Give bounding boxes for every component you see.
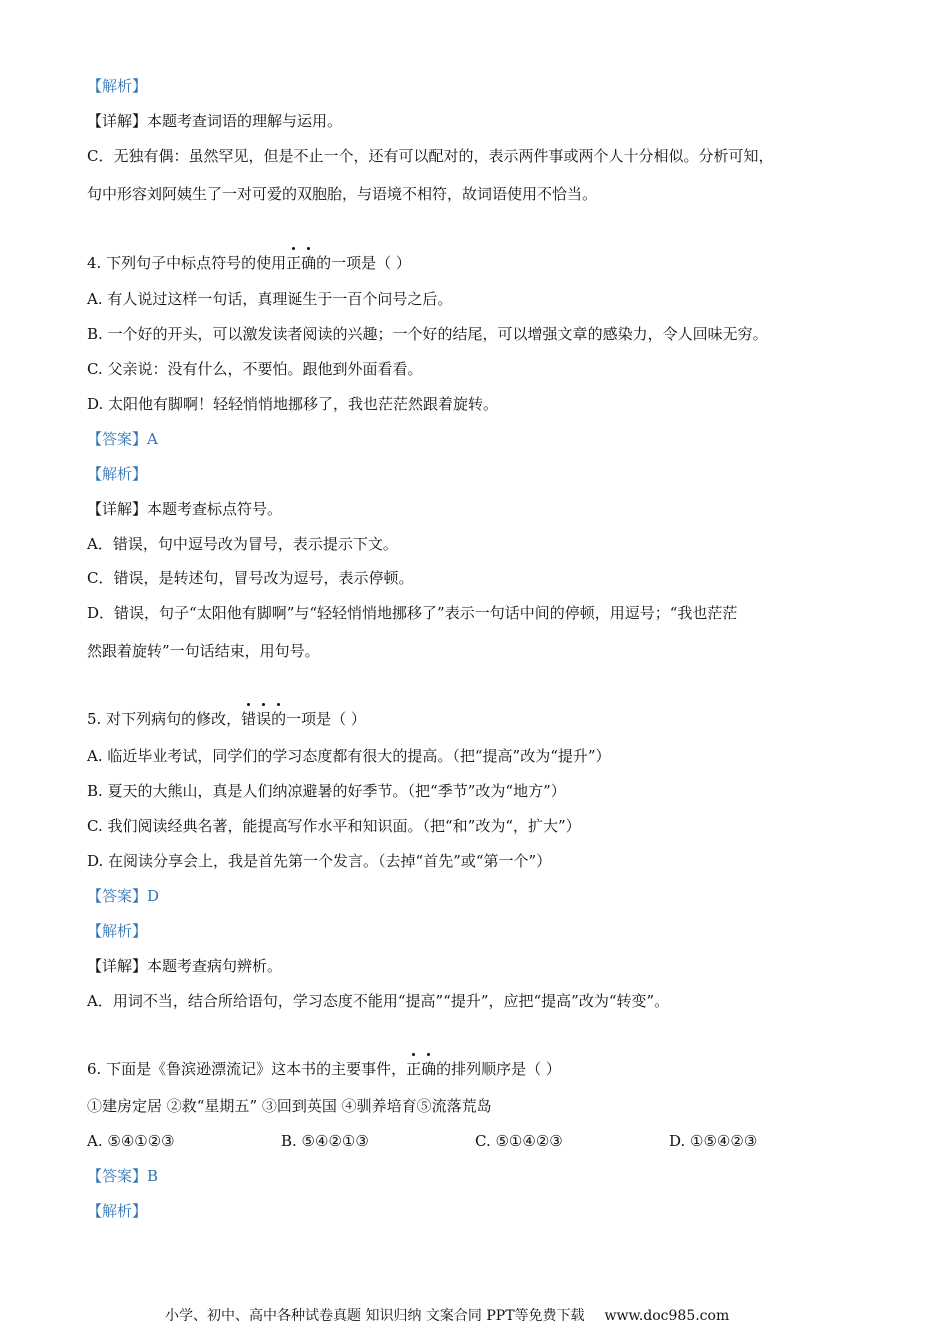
- stem-text: 一项是（ ）: [286, 710, 366, 728]
- option-b: B. 夏天的大熊山，真是人们纳凉避暑的好季节。（把“季节”改为“地方”）: [87, 782, 566, 800]
- option-c: C. 父亲说：没有什么，不要怕。跟他到外面看看。: [87, 360, 423, 378]
- answer-label: 【答案】B: [87, 1167, 159, 1185]
- stem-text: 的排列顺序是（ ）: [436, 1060, 561, 1078]
- emphasis-char: 误: [256, 710, 272, 728]
- explanation-line: A．用词不当，结合所给语句，学习态度不能用“提高”“提升”，应把“提高”改为“转变”。: [87, 992, 670, 1010]
- question-5-stem: [87, 709, 366, 729]
- analysis-label: 【解析】: [87, 922, 148, 940]
- emphasis-char: 正: [286, 254, 302, 272]
- emphasis-char: 确: [421, 1060, 437, 1078]
- option-a: A. 临近毕业考试，同学们的学习态度都有很大的提高。（把“提高”改为“提升”）: [87, 747, 611, 765]
- option-c: C. 我们阅读经典名著，能提高写作水平和知识面。（把“和”改为“，扩大”）: [87, 817, 581, 835]
- option-d: D. ①⑤④②③: [669, 1132, 758, 1150]
- explanation-line: C．无独有偶：虽然罕见，但是不止一个，还有可以配对的，表示两件事或两个人十分相似。分析可知，: [87, 147, 774, 165]
- detail-line: 【详解】本题考查标点符号。: [87, 500, 283, 518]
- analysis-label: 【解析】: [87, 1202, 148, 1220]
- emphasis-char: 错: [241, 710, 257, 728]
- emphasis-char: 正: [406, 1060, 422, 1078]
- stem-text: 5. 对下列病句的修改，: [87, 710, 242, 728]
- option-c: C. ⑤①④②③: [475, 1132, 563, 1150]
- explanation-line: 句中形容刘阿姨生了一对可爱的双胞胎，与语境不相符，故词语使用不恰当。: [87, 185, 598, 203]
- page-footer: [165, 1306, 729, 1326]
- answer-label: 【答案】D: [87, 887, 160, 905]
- question-6-stem: [87, 1059, 561, 1079]
- option-b: B. ⑤④②①③: [281, 1132, 369, 1150]
- question-4-stem: [87, 253, 411, 273]
- explanation-line: C．错误，是转述句，冒号改为逗号，表示停顿。: [87, 569, 414, 587]
- footer-text: 小学、初中、高中各种试卷真题 知识归纳 文案合同 PPT等免费下载: [165, 1308, 585, 1324]
- analysis-label: 【解析】: [87, 77, 148, 95]
- footer-link[interactable]: www.doc985.com: [604, 1308, 730, 1324]
- emphasis-char: 的: [271, 710, 287, 728]
- stem-text: 的一项是（ ）: [316, 254, 411, 272]
- option-d: D. 在阅读分享会上，我是首先第一个发言。（去掉“首先”或“第一个”）: [87, 852, 552, 870]
- emphasis-char: 确: [301, 254, 317, 272]
- event-list: ①建房定居 ②救“星期五” ③回到英国 ④驯养培育⑤流落荒岛: [87, 1097, 492, 1115]
- explanation-line: 然跟着旋转”一句话结束，用句号。: [87, 642, 320, 660]
- detail-line: 【详解】本题考查病句辨析。: [87, 957, 283, 975]
- stem-text: 4. 下列句子中标点符号的使用: [87, 254, 287, 272]
- detail-line: 【详解】本题考查词语的理解与运用。: [87, 112, 343, 130]
- option-a: A. 有人说过这样一句话，真理诞生于一百个问号之后。: [87, 290, 453, 308]
- option-b: B. 一个好的开头，可以激发读者阅读的兴趣；一个好的结尾，可以增强文章的感染力，令人回味无穷。: [87, 325, 768, 343]
- explanation-line: A．错误，句中逗号改为冒号，表示提示下文。: [87, 535, 398, 553]
- answer-label: 【答案】A: [87, 430, 158, 448]
- option-a: A. ⑤④①②③: [87, 1132, 175, 1150]
- explanation-line: D．错误，句子“太阳他有脚啊”与“轻轻悄悄地挪移了”表示一句话中间的停顿，用逗号；“我也茫茫: [87, 604, 738, 622]
- stem-text: 6. 下面是《鲁滨逊漂流记》这本书的主要事件，: [87, 1060, 407, 1078]
- analysis-label: 【解析】: [87, 465, 148, 483]
- option-d: D. 太阳他有脚啊！轻轻悄悄地挪移了，我也茫茫然跟着旋转。: [87, 395, 499, 413]
